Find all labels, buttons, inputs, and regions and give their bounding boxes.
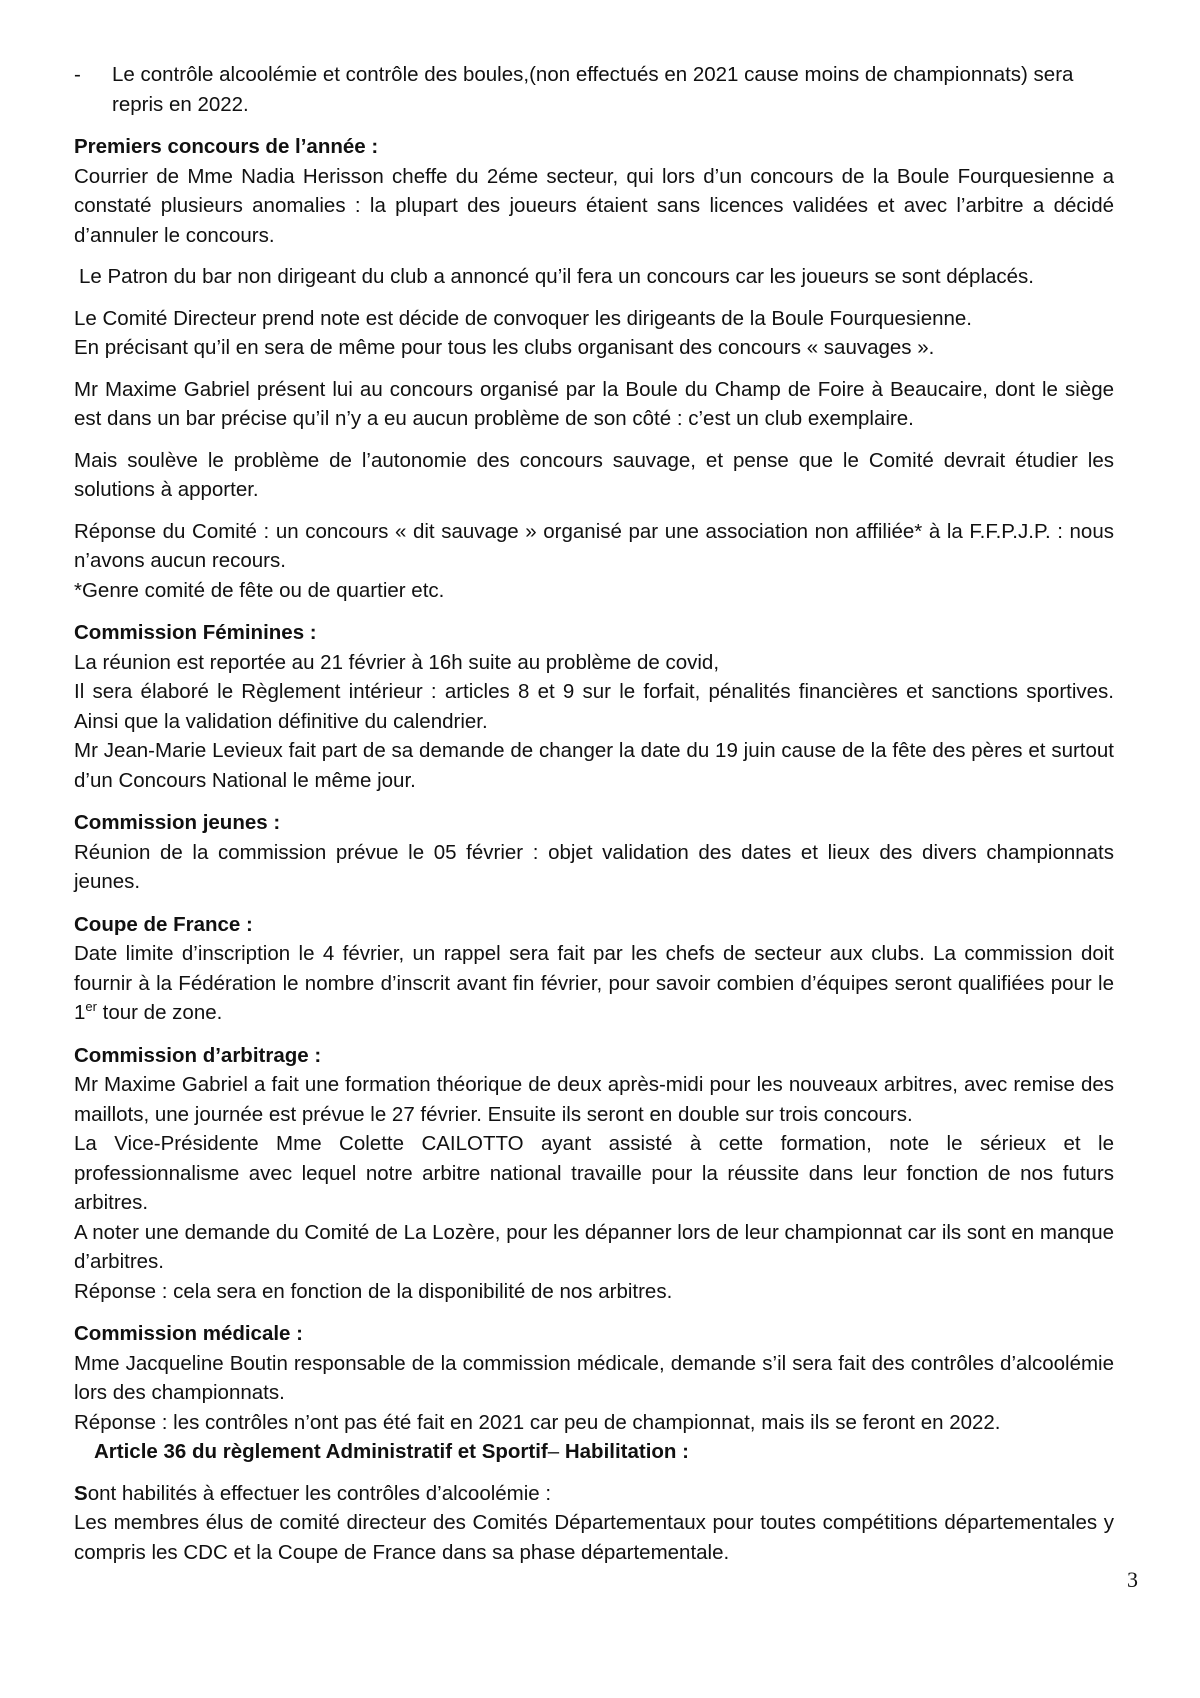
paragraph-precisant: En précisant qu’il en sera de même pour tous les clubs organisant des concours « sauvages ». [74,336,935,359]
bullet-item [74,60,1114,119]
arbitrage-line-1: Mr Maxime Gabriel a fait une formation théorique de deux après-midi pour les nouveaux arbitres, avec remise des maillots, une journée est prévue le 27 février. Ensuite ils seront en double sur trois concours. [74,1073,1114,1126]
heading-coupe-de-france: Coupe de France : [74,912,253,936]
heading-commission-feminines: Commission Féminines : [74,621,317,644]
arbitrage-line-4: Réponse : cela sera en fonction de la disponibilité de nos arbitres. [74,1279,673,1303]
coupe-superscript: er [85,999,97,1015]
coupe-line-1 [74,939,1114,1028]
paragraph-courrier: Courrier de Mme Nadia Herisson cheffe du 2éme secteur, qui lors d’un concours de la Boule Fourquesienne a constaté plusieurs anomalies : la plupart des joueurs étaient sans licences validées et avec l’arbitre a décidé d’annuler le concours. [74,164,1114,247]
article-36-subtitle: Habilitation : [564,1440,689,1463]
medicale-line-2: Réponse : les contrôles n’ont pas été fait en 2021 car peu de championnat, mais ils se feront en 2022. [74,1410,1001,1434]
bullet-text: Le contrôle alcoolémie et contrôle des boules,(non effectués en 2021 cause moins de championnats) sera repris en 2022. [112,63,1074,116]
heading-commission-medicale: Commission médicale : [74,1322,303,1345]
habilitation-line-2: Les membres élus de comité directeur des Comités Départementaux pour toutes compétitions départementales y compris les CDC et la Coupe de France dans sa phase départementale. [74,1511,1114,1564]
feminines-line-2: Il sera élaboré le Règlement intérieur : articles 8 et 9 sur le forfait, pénalités financières et sanctions sportives. Ainsi que la validation définitive du calendrier. [74,680,1114,733]
arbitrage-line-2: La Vice-Présidente Mme Colette CAILOTTO ayant assisté à cette formation, note le sérieux et le professionnalisme avec lequel notre arbitre national travaille pour la réussite dans leur fonction de nos futurs arbitres. [74,1132,1114,1214]
paragraph-autonomie: Mais soulève le problème de l’autonomie des concours sauvage, et pense que le Comité devrait étudier les solutions à apporter. [74,448,1114,501]
heading-premiers-concours: Premiers concours de l’année : [74,135,379,158]
heading-commission-jeunes: Commission jeunes : [74,811,281,834]
page-number: 3 [1127,1567,1138,1592]
jeunes-line-1: Réunion de la commission prévue le 05 février : objet validation des dates et lieux des divers championnats jeunes. [74,840,1114,893]
article-36-title: Article 36 du règlement Administratif et Sportif [94,1440,548,1463]
habilitation-first-letter: S [74,1481,88,1505]
feminines-line-3: Mr Jean-Marie Levieux fait part de sa demande de changer la date du 19 juin cause de la fête des pères et surtout d’un Concours National le même jour. [74,739,1114,792]
article-36-heading [74,1437,1114,1467]
paragraph-comite-directeur: Le Comité Directeur prend note est décide de convoquer les dirigeants de la Boule Fourquesienne. [74,306,972,330]
article-36-dash: – [547,1440,565,1463]
paragraph-patron: Le Patron du bar non dirigeant du club a annoncé qu’il fera un concours car les joueurs se sont déplacés. [79,265,1035,288]
habilitation-line-1 [74,1479,1114,1509]
coupe-text-before: Date limite d’inscription le 4 février, un rappel sera fait par les chefs de secteur aux clubs. La commission doit fournir à la Fédération le nombre d’inscrit avant fin février, pour savoir combien d’équipes seront qualifiées pour le 1 [74,942,1114,1024]
heading-commission-arbitrage: Commission d’arbitrage : [74,1043,322,1067]
document-body [74,60,1114,1567]
medicale-line-1: Mme Jacqueline Boutin responsable de la commission médicale, demande s’il sera fait des contrôles d’alcoolémie lors des championnats. [74,1351,1114,1404]
paragraph-footnote: *Genre comité de fête ou de quartier etc. [74,578,445,602]
arbitrage-line-3: A noter une demande du Comité de La Lozère, pour les dépanner lors de leur championnat car ils sont en manque d’arbitres. [74,1220,1114,1273]
paragraph-reponse-comite: Réponse du Comité : un concours « dit sauvage » organisé par une association non affiliée* à la F.F.P.J.P. : nous n’avons aucun recours. [74,519,1114,572]
bullet-dash: - [74,63,81,86]
habilitation-line-1-rest: ont habilités à effectuer les contrôles d’alcoolémie : [87,1481,552,1505]
coupe-text-after: tour de zone. [96,1001,223,1024]
feminines-line-1: La réunion est reportée au 21 février à 16h suite au problème de covid, [74,650,720,674]
paragraph-maxime: Mr Maxime Gabriel présent lui au concours organisé par la Boule du Champ de Foire à Beaucaire, dont le siège est dans un bar précise qu’il n’y a eu aucun problème de son côté : c’est un club exemplaire. [74,377,1114,430]
